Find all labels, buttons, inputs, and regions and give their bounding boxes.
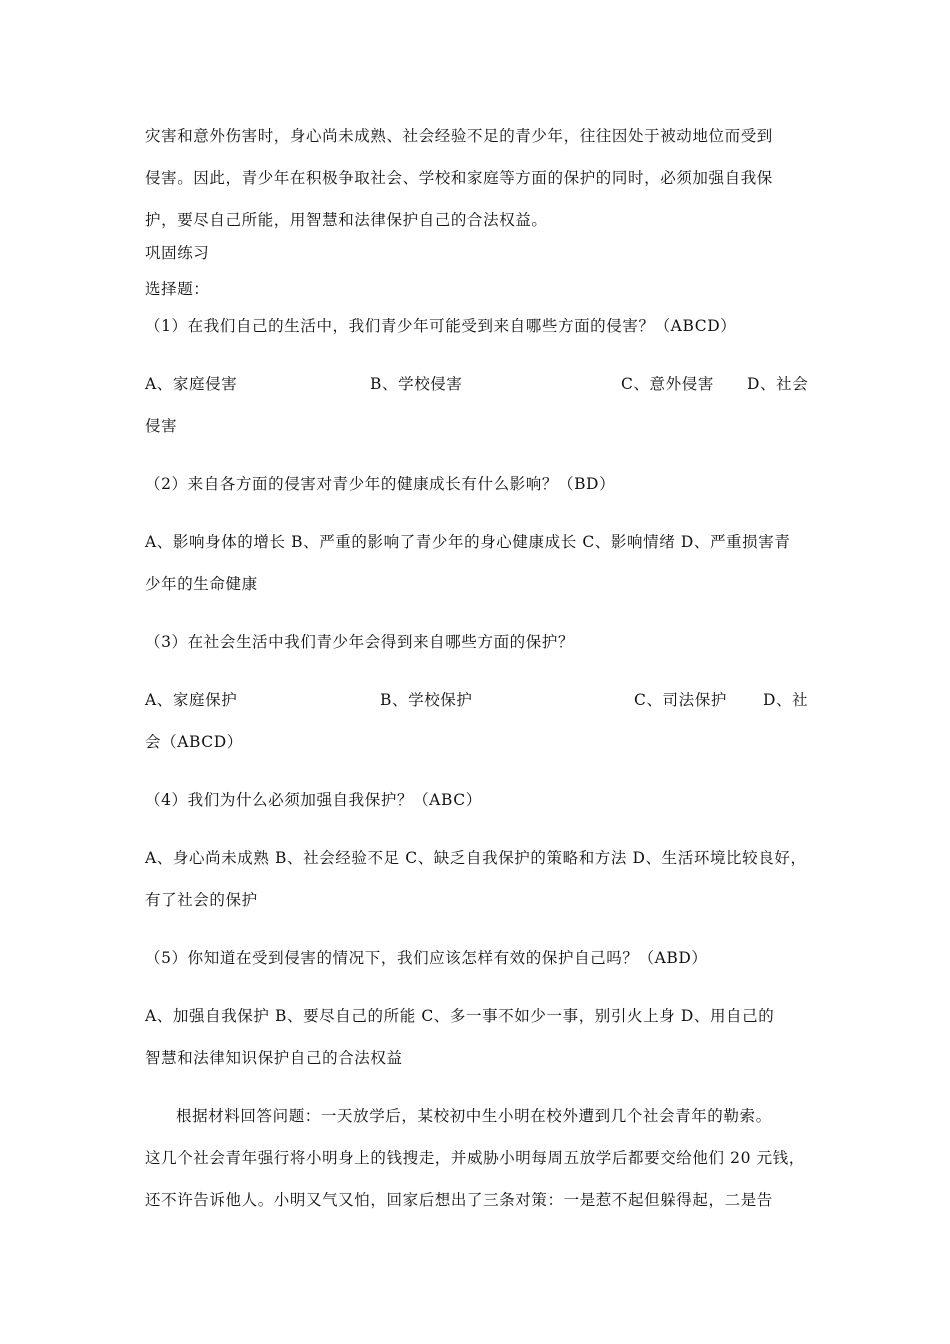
question-4-options-line-1: A、身心尚未成熟 B、社会经验不足 C、缺乏自我保护的策略和方法 D、生活环境比较良好， (145, 849, 807, 867)
question-3-option-d: D、社 (763, 691, 809, 709)
section-title: 巩固练习 (145, 244, 210, 262)
subsection-title: 选择题： (145, 280, 210, 298)
question-2-options-line-2: 少年的生命健康 (145, 575, 258, 593)
question-2-stem: （2）来自各方面的侵害对青少年的健康成长有什么影响？（BD） (145, 475, 616, 493)
intro-line-1: 灾害和意外伤害时，身心尚未成熟、社会经验不足的青少年，往往因处于被动地位而受到 (145, 127, 773, 145)
question-1-option-c: C、意外侵害 (621, 375, 714, 393)
material-line-3: 还不许告诉他人。小明又气又怕，回家后想出了三条对策：一是惹不起但躲得起，二是告 (145, 1191, 773, 1209)
intro-line-2: 侵害。因此，青少年在积极争取社会、学校和家庭等方面的保护的同时，必须加强自我保 (145, 169, 773, 187)
question-1-option-b: B、学校侵害 (370, 375, 463, 393)
question-1-option-a: A、家庭侵害 (145, 375, 238, 393)
material-line-1: 根据材料回答问题：一天放学后，某校初中生小明在校外遭到几个社会青年的勒索。 (176, 1107, 772, 1125)
question-4-stem: （4）我们为什么必须加强自我保护？（ABC） (145, 791, 482, 809)
question-2-options-line-1: A、影响身体的增长 B、严重的影响了青少年的身心健康成长 C、影响情绪 D、严重损害青 (145, 533, 791, 551)
question-1-stem: （1）在我们自己的生活中，我们青少年可能受到来自哪些方面的侵害？（ABCD） (145, 317, 737, 335)
question-1-option-d: D、社会 (747, 375, 809, 393)
material-line-2: 这几个社会青年强行将小明身上的钱搜走，并威胁小明每周五放学后都要交给他们 20 元钱， (145, 1149, 805, 1167)
question-3-option-c: C、司法保护 (634, 691, 727, 709)
question-1-wrap: 侵害 (145, 417, 178, 435)
question-5-options-line-2: 智慧和法律知识保护自己的合法权益 (145, 1049, 403, 1067)
question-3-option-b: B、学校保护 (380, 691, 473, 709)
question-4-options-line-2: 有了社会的保护 (145, 891, 258, 909)
question-5-options-line-1: A、加强自我保护 B、要尽自己的所能 C、多一事不如少一事，别引火上身 D、用自己的 (145, 1007, 775, 1025)
intro-line-3: 护，要尽自己所能，用智慧和法律保护自己的合法权益。 (145, 211, 548, 229)
question-5-stem: （5）你知道在受到侵害的情况下，我们应该怎样有效的保护自己吗？（ABD） (145, 949, 708, 967)
question-3-stem: （3）在社会生活中我们青少年会得到来自哪些方面的保护？ (145, 633, 575, 651)
question-3-option-a: A、家庭保护 (145, 691, 238, 709)
question-3-wrap: 会（ABCD） (145, 733, 243, 751)
